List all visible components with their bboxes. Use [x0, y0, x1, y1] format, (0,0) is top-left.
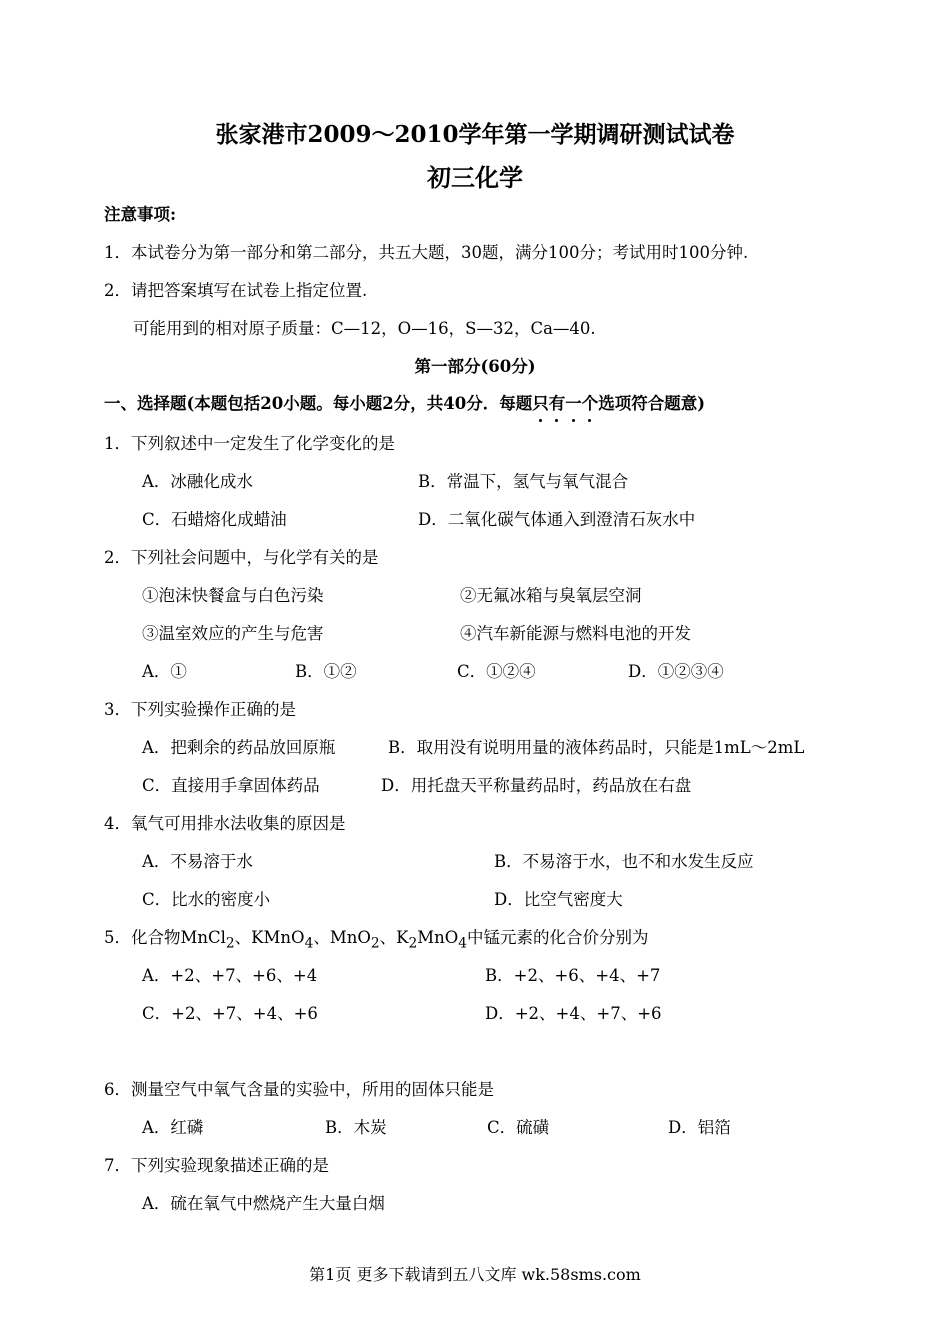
- question-2-stem: 2．下列社会问题中，与化学有关的是: [104, 548, 379, 567]
- question-5-stem: [104, 927, 649, 954]
- question-3-option-a: A．把剩余的药品放回原瓶: [142, 738, 336, 757]
- section1-heading: [104, 393, 705, 415]
- question-1-option-c: C．石蜡熔化成蜡油: [142, 510, 287, 529]
- question-1-option-d: D．二氧化碳气体通入到澄清石灰水中: [418, 510, 696, 529]
- q5-subscript: 2: [408, 935, 418, 952]
- question-2-statement-4: ④汽车新能源与燃料电池的开发: [460, 624, 691, 643]
- question-2-option-b: B．①②: [295, 662, 357, 681]
- question-1-option-b: B．常温下，氢气与氧气混合: [418, 472, 629, 491]
- emphasis-dot-char: 个: [581, 394, 599, 413]
- question-6-option-c: C．硫磺: [487, 1118, 550, 1137]
- part1-title: 第一部分(60分): [414, 357, 536, 376]
- question-3-option-c: C．直接用手拿固体药品: [142, 776, 320, 795]
- question-1-option-a: A．冰融化成水: [142, 472, 253, 491]
- question-2-statement-2: ②无氟冰箱与臭氧层空洞: [460, 586, 642, 605]
- question-6-option-a: A．红磷: [142, 1118, 204, 1137]
- notes-item-2: 2．请把答案填写在试卷上指定位置.: [104, 281, 368, 300]
- question-3-option-d: D．用托盘天平称量药品时，药品放在右盘: [381, 776, 692, 795]
- question-4-option-a: A．不易溶于水: [142, 852, 253, 871]
- question-4-option-b: B．不易溶于水，也不和水发生反应: [494, 852, 754, 871]
- question-2-statement-3: ③温室效应的产生与危害: [142, 624, 324, 643]
- question-7-stem: 7．下列实验现象描述正确的是: [104, 1156, 329, 1175]
- q5-stem-part: 中锰元素的化合价分别为: [467, 928, 649, 947]
- exam-subject: 初三化学: [427, 163, 523, 192]
- question-4-option-d: D．比空气密度大: [494, 890, 623, 909]
- question-2-option-a: A．①: [142, 662, 187, 681]
- q5-subscript: 2: [225, 935, 235, 952]
- question-2-option-c: C．①②④: [457, 662, 536, 681]
- atomic-masses: 可能用到的相对原子质量：C—12，O—16，S—32，Ca—40.: [133, 319, 596, 338]
- question-5-option-a: A．+2、+7、+6、+4: [142, 966, 318, 985]
- section1-heading-tail: 选项符合题意): [598, 394, 706, 413]
- q5-stem-part: 、K: [379, 928, 409, 947]
- question-3-stem: 3．下列实验操作正确的是: [104, 700, 296, 719]
- question-4-stem: 4．氧气可用排水法收集的原因是: [104, 814, 346, 833]
- question-4-option-c: C．比水的密度小: [142, 890, 271, 909]
- exam-title: 张家港市2009～2010学年第一学期调研测试试卷: [215, 121, 735, 148]
- notes-item-1: 1．本试卷分为第一部分和第二部分，共五大题，30题，满分100分；考试用时100分钟.: [104, 243, 749, 262]
- question-2-statement-1: ①泡沫快餐盒与白色污染: [142, 586, 324, 605]
- q5-subscript: 4: [458, 935, 468, 952]
- q5-subscript: 4: [304, 935, 314, 952]
- question-2-option-d: D．①②③④: [628, 662, 724, 681]
- question-6-option-d: D．铝箔: [668, 1118, 731, 1137]
- q5-stem-part: MnO: [417, 928, 459, 947]
- emphasis-dot-char: 有: [548, 394, 566, 413]
- question-6-option-b: B．木炭: [325, 1118, 387, 1137]
- emphasis-dot-char: 只: [532, 394, 549, 413]
- q5-subscript: 2: [370, 935, 380, 952]
- section1-heading-text: 一、选择题(本题包括20小题。每小题2分，共40分．每题: [104, 394, 533, 413]
- q5-stem-part: 、KMnO: [234, 928, 305, 947]
- question-7-option-a: A．硫在氧气中燃烧产生大量白烟: [142, 1194, 385, 1213]
- q5-stem-part: 、MnO: [313, 928, 371, 947]
- question-5-option-b: B．+2、+6、+4、+7: [485, 966, 661, 985]
- question-3-option-b: B．取用没有说明用量的液体药品时，只能是1mL～2mL: [388, 738, 805, 757]
- q5-stem-part: 5．化合物MnCl: [104, 928, 226, 947]
- notes-heading: 注意事项:: [104, 205, 177, 224]
- question-1-stem: 1．下列叙述中一定发生了化学变化的是: [104, 434, 395, 453]
- question-6-stem: 6．测量空气中氧气含量的实验中，所用的固体只能是: [104, 1080, 494, 1099]
- question-5-option-d: D．+2、+4、+7、+6: [485, 1004, 662, 1023]
- emphasis-dot-char: 一: [565, 394, 582, 413]
- question-5-option-c: C．+2、+7、+4、+6: [142, 1004, 318, 1023]
- page-footer: 第1页 更多下载请到五八文库 wk.58sms.com: [309, 1265, 641, 1284]
